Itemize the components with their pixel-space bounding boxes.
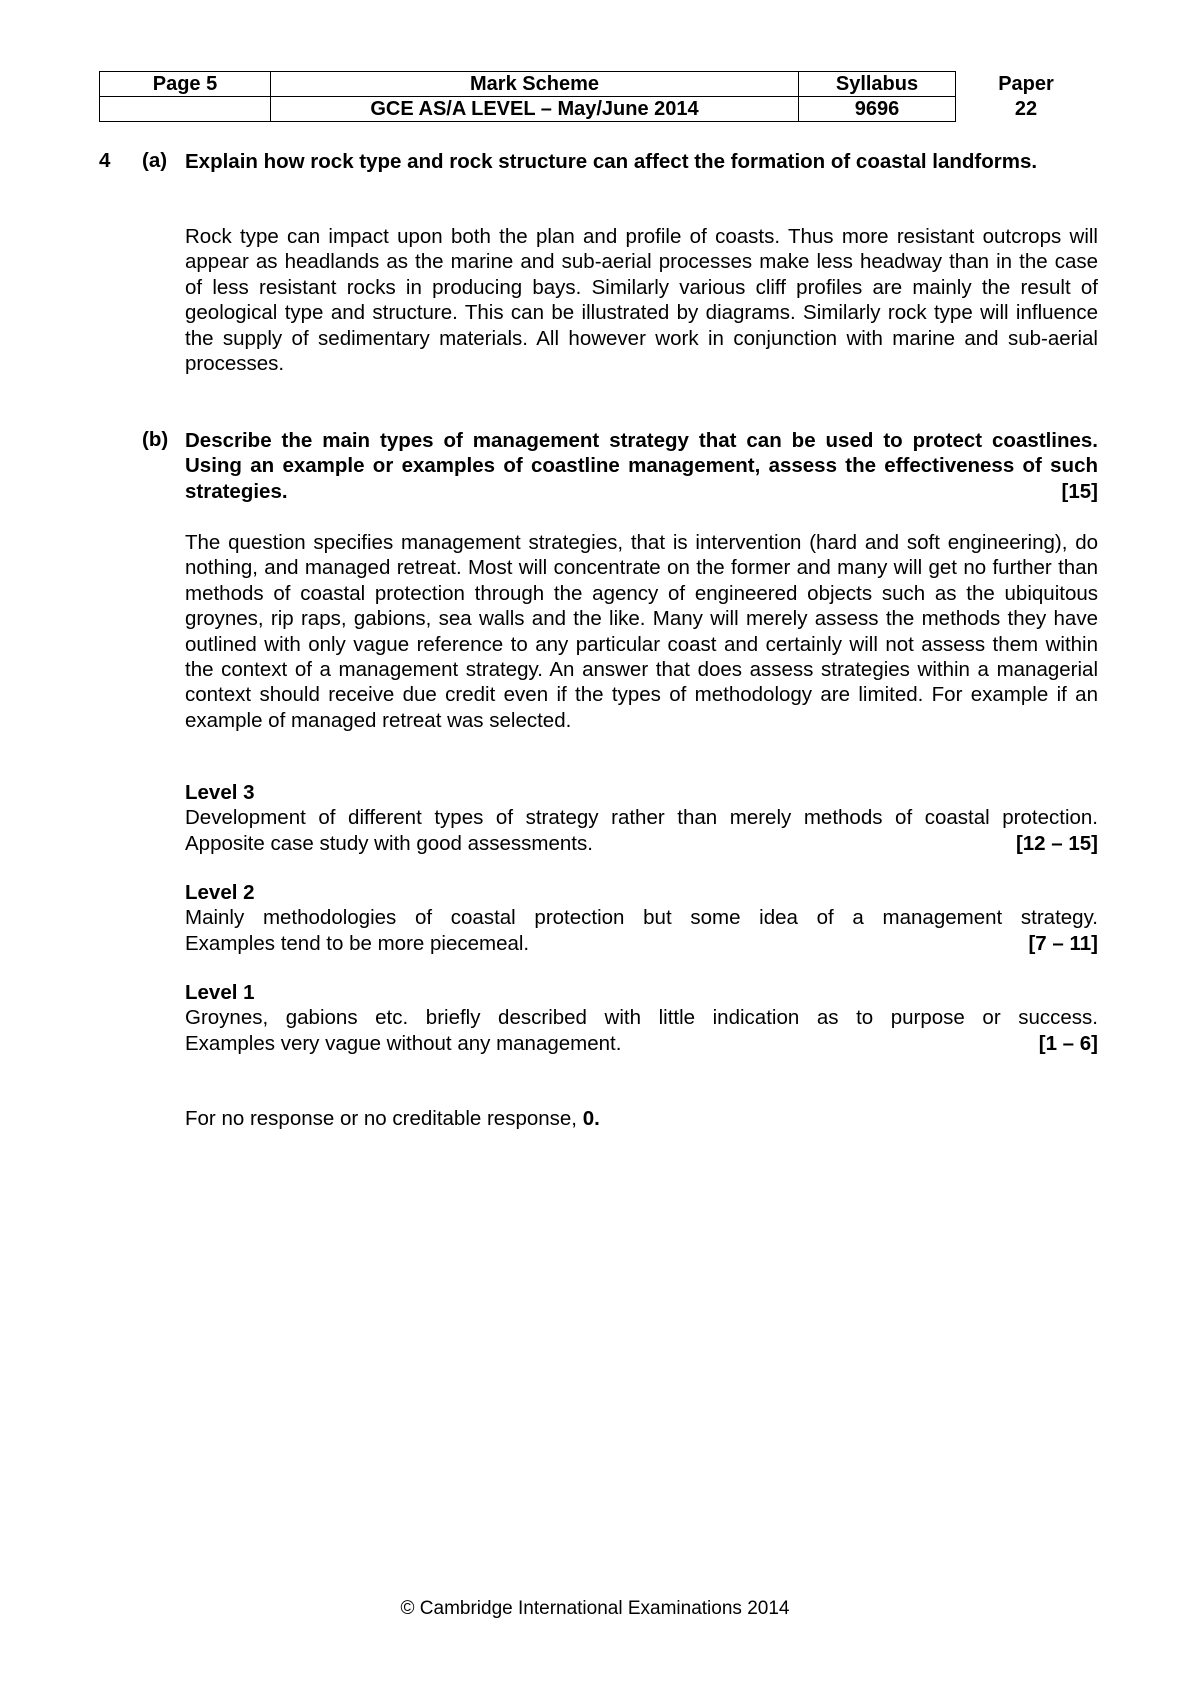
level-descriptor: Examples tend to be more piecemeal.	[185, 931, 530, 955]
part-a-label: (a)	[142, 149, 168, 172]
level-descriptor: Apposite case study with good assessments.	[185, 831, 593, 855]
part-a-prompt: Explain how rock type and rock structure can affect the formation of coastal landforms.	[185, 150, 1038, 173]
part-b-marks: [15]	[1061, 479, 1098, 503]
part-b-prompt: Describe the main types of management strategy that can be used to protect coastlines. Using an example or examples of coastline management, assess the effectiveness of such strategies.	[185, 429, 1098, 503]
paper-label: Paper	[956, 72, 1097, 97]
level-descriptor: Mainly methodologies of coastal protection but some idea of a management strategy.	[185, 906, 1098, 930]
level-1	[185, 980, 1098, 1056]
level-title: Level 1	[185, 981, 255, 1004]
no-response-text: For no response or no creditable response,	[185, 1107, 583, 1130]
level-descriptor: Examples very vague without any management.	[185, 1031, 622, 1055]
level-descriptor: Development of different types of strategy rather than merely methods of coastal protection.	[185, 806, 1098, 830]
level-marks: [7 – 11]	[1028, 931, 1098, 955]
header-table	[99, 71, 1096, 122]
syllabus-code: 9696	[799, 97, 956, 122]
part-b-prompt-block	[185, 428, 1098, 504]
syllabus-label: Syllabus	[799, 72, 956, 97]
no-response-score: 0.	[582, 1107, 600, 1130]
level-title: Level 3	[185, 781, 255, 804]
level-descriptor: Groynes, gabions etc. briefly described with little indication as to purpose or success.	[185, 1006, 1098, 1030]
level-2	[185, 880, 1098, 956]
document-title: Mark Scheme	[271, 72, 799, 97]
no-response-note	[185, 1106, 1098, 1131]
part-a-answer: Rock type can impact upon both the plan and profile of coasts. Thus more resistant outcrops will appear as headlands as the marine and sub-aerial processes make less headway than in the case of less resistant rocks in producing bays. Similarly various cliff profiles are mainly the result of geological type and structure. This can be illustrated by diagrams. Similarly rock type will influence the supply of sedimentary materials. All however work in conjunction with marine and sub-aerial processes.	[185, 225, 1098, 376]
level-title: Level 2	[185, 881, 255, 904]
level-marks: [1 – 6]	[1038, 1031, 1098, 1055]
level-3	[185, 780, 1098, 856]
exam-subtitle: GCE AS/A LEVEL – May/June 2014	[271, 97, 799, 122]
question-number: 4	[99, 149, 111, 172]
paper-number: 22	[956, 97, 1097, 122]
part-b-label: (b)	[142, 428, 169, 451]
page-number: Page 5	[100, 72, 271, 97]
level-marks: [12 – 15]	[1015, 831, 1098, 855]
empty-cell	[100, 97, 271, 122]
copyright-footer: © Cambridge International Examinations 2014	[400, 1598, 790, 1619]
part-b-answer: The question specifies management strategies, that is intervention (hard and soft engineering), do nothing, and managed retreat. Most will concentrate on the former and many will get no further than methods of coastal protection through the agency of engineered objects such as the ubiquitous groynes, rip raps, gabions, sea walls and the like. Many will merely assess the methods they have outlined with only vague reference to any particular coast and certainly will not assess them within the context of a management strategy. An answer that does assess strategies within a managerial context should receive due credit even if the types of methodology are limited. For example if an example of managed retreat was selected.	[185, 531, 1098, 732]
